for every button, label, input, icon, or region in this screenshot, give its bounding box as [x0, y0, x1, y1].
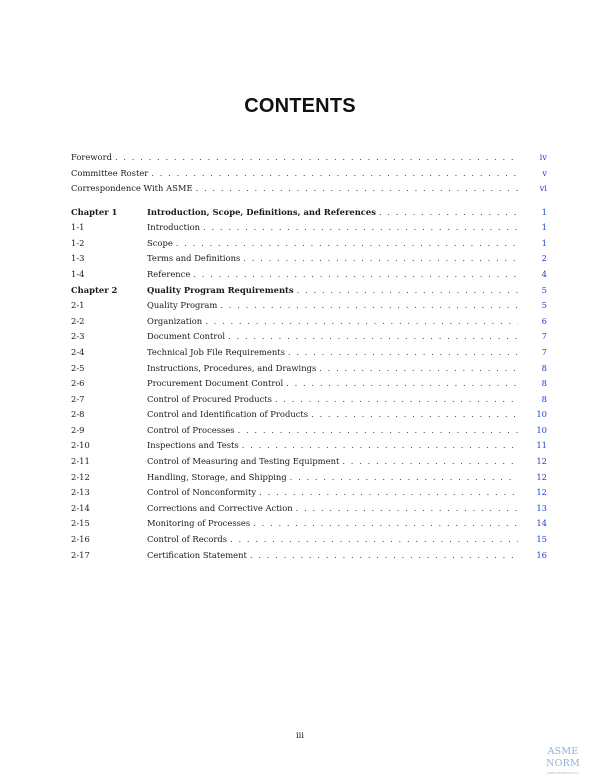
toc-section-number: 1-4 — [71, 268, 85, 279]
dot-leader — [176, 236, 518, 252]
toc-section-title: Inspections and Tests — [147, 440, 239, 451]
toc-section-title: Document Control — [147, 331, 226, 342]
toc-section-number: 2-2 — [71, 315, 85, 326]
watermark-subtext: www.asmenorm.ir — [547, 770, 579, 775]
toc-section-row[interactable] — [71, 345, 547, 361]
toc-page-link[interactable]: 16 — [536, 549, 547, 560]
toc-section-title: Corrections and Corrective Action — [147, 502, 293, 513]
dot-leader — [342, 454, 518, 470]
toc-section-row[interactable] — [71, 314, 547, 330]
dot-leader — [243, 251, 518, 267]
toc-section-number: 2-16 — [71, 534, 90, 545]
toc-section-number: 2-7 — [71, 393, 85, 404]
toc-page-link[interactable]: 10 — [536, 424, 547, 435]
toc-section-row[interactable] — [71, 392, 547, 408]
toc-page-link[interactable]: 10 — [536, 409, 547, 420]
dot-leader — [259, 485, 518, 501]
toc-page-link[interactable]: 12 — [536, 487, 547, 498]
toc-section-number: 2-17 — [71, 549, 90, 560]
toc-section-title: Instructions, Procedures, and Drawings — [147, 362, 317, 373]
dot-leader — [115, 150, 518, 166]
dot-leader — [193, 267, 518, 283]
dot-leader — [250, 548, 518, 564]
toc-chapter-title: Introduction, Scope, Definitions, and References — [147, 206, 376, 217]
toc-section-number: 2-4 — [71, 346, 85, 357]
toc-section-number: 2-8 — [71, 409, 85, 420]
toc-section-row[interactable] — [71, 329, 547, 345]
dot-leader — [275, 392, 518, 408]
dot-leader — [228, 329, 518, 345]
toc-section-number: 2-15 — [71, 518, 90, 529]
toc-section-number: 2-10 — [71, 440, 90, 451]
toc-page-link[interactable]: 5 — [541, 284, 547, 295]
toc-section-row[interactable] — [71, 532, 547, 548]
toc-page-link[interactable]: 12 — [536, 456, 547, 467]
toc-section-title: Monitoring of Processes — [147, 518, 251, 529]
dot-leader — [205, 314, 518, 330]
toc-page-link[interactable]: 7 — [541, 331, 547, 342]
toc-page-link[interactable]: vi — [539, 183, 547, 194]
toc-page-link[interactable]: 12 — [536, 471, 547, 482]
toc-page-link[interactable]: 6 — [541, 315, 547, 326]
toc-section-title: Control of Records — [147, 534, 228, 545]
toc-entry-title: Committee Roster — [71, 167, 149, 178]
toc-section-title: Quality Program — [147, 300, 218, 311]
toc-section-number: 2-9 — [71, 424, 85, 435]
toc-section-number: 2-6 — [71, 378, 85, 389]
dot-leader — [253, 516, 518, 532]
toc-section-title: Certification Statement — [147, 549, 247, 560]
toc-page-link[interactable]: 1 — [541, 206, 547, 217]
toc-section-row[interactable] — [71, 220, 547, 236]
dot-leader — [151, 166, 518, 182]
toc-chapter-title: Quality Program Requirements — [147, 284, 294, 295]
toc-section-row[interactable] — [71, 267, 547, 283]
toc-section-row[interactable] — [71, 251, 547, 267]
toc-page-link[interactable]: 13 — [536, 502, 547, 513]
toc-entry-correspondence[interactable] — [71, 181, 547, 197]
watermark-logo — [535, 746, 591, 775]
toc-page-link[interactable]: 5 — [541, 300, 547, 311]
dot-leader — [203, 220, 518, 236]
toc-entry-foreword[interactable] — [71, 150, 547, 166]
toc-page-link[interactable]: 8 — [541, 362, 547, 373]
toc-section-number: 2-1 — [71, 300, 85, 311]
dot-leader — [230, 532, 518, 548]
toc-section-title: Control of Procured Products — [147, 393, 272, 404]
toc-page-link[interactable]: iv — [539, 152, 547, 162]
toc-section-row[interactable] — [71, 485, 547, 501]
toc-section-row[interactable] — [71, 407, 547, 423]
toc-page-link[interactable]: 1 — [541, 237, 547, 248]
toc-section-number: 2-13 — [71, 487, 90, 498]
dot-leader — [379, 205, 518, 221]
toc-section-number: 2-14 — [71, 502, 90, 513]
toc-section-row[interactable] — [71, 361, 547, 377]
dot-leader — [290, 470, 518, 486]
toc-section-row[interactable] — [71, 501, 547, 517]
toc-chapter-1[interactable] — [71, 205, 547, 221]
toc-section-title: Procurement Document Control — [147, 378, 284, 389]
dot-leader — [238, 423, 518, 439]
toc-section-row[interactable] — [71, 470, 547, 486]
dot-leader — [288, 345, 518, 361]
toc-section-number: 2-5 — [71, 362, 85, 373]
toc-section-title: Control of Processes — [147, 424, 235, 435]
toc-section-number: 1-3 — [71, 253, 85, 264]
toc-section-row[interactable] — [71, 454, 547, 470]
toc-entry-committee-roster[interactable] — [71, 166, 547, 182]
toc-section-title: Control of Measuring and Testing Equipment — [147, 456, 340, 467]
table-of-contents — [71, 150, 547, 563]
toc-section-row[interactable] — [71, 376, 547, 392]
dot-leader — [319, 361, 518, 377]
dot-leader — [296, 501, 518, 517]
section-gap — [71, 197, 547, 205]
dot-leader — [196, 181, 518, 197]
toc-section-row[interactable] — [71, 298, 547, 314]
toc-chapter-number: Chapter 2 — [71, 284, 118, 295]
toc-section-title: Control and Identification of Products — [147, 409, 309, 420]
toc-page-link[interactable]: 8 — [541, 378, 547, 389]
page-title: CONTENTS — [244, 95, 356, 117]
dot-leader — [311, 407, 518, 423]
toc-section-title: Handling, Storage, and Shipping — [147, 471, 287, 482]
dot-leader — [220, 298, 518, 314]
toc-section-number: 1-2 — [71, 237, 85, 248]
toc-section-title: Organization — [147, 315, 203, 326]
toc-section-title: Reference — [147, 268, 191, 279]
toc-section-number: 2-12 — [71, 471, 90, 482]
toc-section-title: Technical Job File Requirements — [147, 346, 285, 357]
toc-section-title: Terms and Definitions — [147, 253, 241, 264]
dot-leader — [242, 438, 518, 454]
toc-section-row[interactable] — [71, 423, 547, 439]
toc-page-link[interactable]: 2 — [541, 253, 547, 264]
page-number: iii — [295, 730, 305, 740]
dot-leader — [297, 283, 518, 299]
toc-chapter-number: Chapter 1 — [71, 206, 118, 217]
toc-section-number: 2-11 — [71, 456, 90, 467]
toc-page-link[interactable]: v — [542, 167, 547, 178]
toc-entry-title: Correspondence With ASME — [71, 183, 193, 194]
toc-section-number: 2-3 — [71, 331, 85, 342]
toc-section-row[interactable] — [71, 236, 547, 252]
toc-page-link[interactable]: 11 — [536, 440, 547, 451]
watermark-text: ASME NORM — [546, 746, 580, 769]
toc-section-row[interactable] — [71, 548, 547, 564]
toc-section-row[interactable] — [71, 438, 547, 454]
toc-page-link[interactable]: 4 — [541, 268, 547, 279]
toc-entry-title: Foreword — [71, 152, 112, 162]
toc-page-link[interactable]: 15 — [536, 534, 547, 545]
toc-page-link[interactable]: 8 — [541, 393, 547, 404]
toc-page-link[interactable]: 14 — [536, 518, 547, 529]
toc-page-link[interactable]: 1 — [541, 222, 547, 233]
toc-chapter-2[interactable] — [71, 283, 547, 299]
dot-leader — [286, 376, 518, 392]
toc-section-title: Scope — [147, 237, 173, 248]
toc-page-link[interactable]: 7 — [541, 346, 547, 357]
toc-section-number: 1-1 — [71, 222, 85, 233]
toc-section-title: Control of Nonconformity — [147, 487, 257, 498]
toc-section-row[interactable] — [71, 516, 547, 532]
toc-section-title: Introduction — [147, 222, 201, 233]
